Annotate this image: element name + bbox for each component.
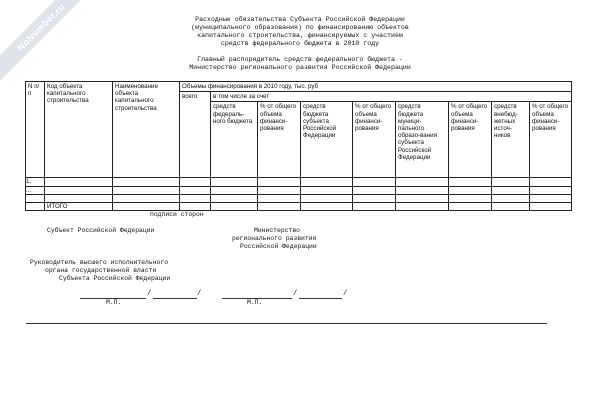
header-object-name: Наименование объекта капитального строительства [113,82,180,178]
right-party-line-3: Российской Федерации [240,243,317,250]
title-line-1: Расходные обязательства Субъекта Российской Федерации [195,16,405,23]
left-official-line-2: органа государственной власти [45,267,157,274]
right-stamp-label: М.П. [247,299,263,306]
header-federal-budget: средств федераль-ного бюджета [211,102,258,178]
header-offbudget-percent: % от общего объема финанси-рования [530,102,572,178]
left-party-label: Субъект Российской Федерации [47,227,155,234]
signatures-heading: подписи сторон [150,211,204,218]
left-signature-slash-1: / [147,290,152,298]
header-total: всего [180,92,211,178]
right-party-line-2: регионального развития [232,235,317,242]
subtitle-line-1: Главный распорядитель средств федерального бюджета - [197,56,403,63]
left-official-line-1: Руководитель высшего исполнительного [30,259,169,266]
left-name-line [153,298,197,299]
header-municipal-budget: средств бюджета муници-пального образо-вания субъекта Российской Федерации [396,102,449,178]
total-label: ИТОГО [45,202,113,210]
subtitle-line-2: Министерство регионального развития Российской Федерации [189,64,411,71]
left-stamp-label: М.П. [106,299,122,306]
left-signature-slash-2: / [197,290,202,298]
row-number: ... [26,186,45,194]
table-row [26,186,572,194]
row-number: 1. [26,178,45,186]
right-signature-slash-2: / [343,290,348,298]
right-party-line-1: Министерство [254,227,301,234]
header-municipal-percent: % от общего объема финанси-рования [449,102,492,178]
header-including: в том числе за счет [211,92,572,102]
financing-table [25,81,572,211]
table-row [26,194,572,202]
header-regional-budget: средств бюджета субъекта Российской Федерации [301,102,353,178]
header-object-code: Код объекта капитального строительства [45,82,113,178]
left-official-line-3: Субъекта Российской Федерации [59,275,171,282]
bottom-divider [26,323,547,324]
right-signature-slash-1: / [293,290,298,298]
header-regional-percent: % от общего объема финанси-рования [353,102,396,178]
table-total-row [26,202,572,210]
header-number: N п/п [26,82,45,178]
row-number [26,194,45,202]
title-line-4: средств федерального бюджета в 2010 году [220,40,380,47]
header-federal-percent: % от общего объема финанси-рования [258,102,301,178]
right-name-line [299,298,342,299]
watermark-text: NoNumber.ru [0,0,90,86]
title-line-2: (муниципального образования) по финансированию объектов [191,24,409,31]
header-offbudget-sources: средств внебюд-жетных источ-ников [492,102,530,178]
title-line-3: капитального строительства, финансируемых с участием [197,32,403,39]
table-row [26,178,572,186]
header-financing-volume: Объемы финансирования в 2010 году, тыс. руб [180,82,572,92]
